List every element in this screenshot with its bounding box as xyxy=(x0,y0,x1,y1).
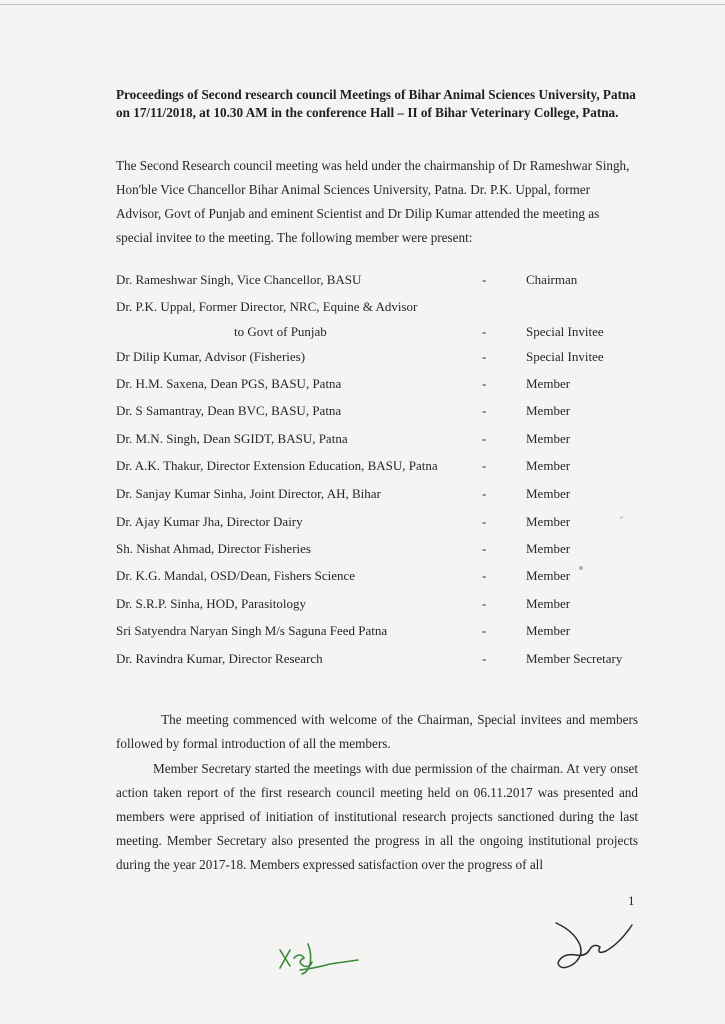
member-dash: - xyxy=(482,623,487,638)
member-name: Dr. S Samantray, Dean BVC, BASU, Patna xyxy=(116,403,342,418)
member-name: Dr. H.M. Saxena, Dean PGS, BASU, Patna xyxy=(116,376,342,391)
member-role: Chairman xyxy=(526,272,578,287)
member-role: Member xyxy=(526,458,571,473)
member-role: Member xyxy=(526,541,571,556)
member-name: Dr. Rameshwar Singh, Vice Chancellor, BASU xyxy=(116,272,362,287)
member-dash: - xyxy=(482,514,487,529)
intro-paragraph: The Second Research council meeting was held under the chairmanship of Dr Rameshwar Singh, Hon'ble Vice Chancellor Bihar Animal Sciences University, Patna. Dr. P.K. Uppal, former Advisor, Govt of Punjab and eminent Scientist and Dr Dilip Kumar attended the meeting as special invitee to the meeting. The following member were present: xyxy=(116,158,630,245)
member-row xyxy=(116,347,636,367)
body-paragraph: The meeting commenced with welcome of the Chairman, Special invitees and members followed by formal introduction of all the members. xyxy=(116,712,638,751)
member-name: Sri Satyendra Naryan Singh M/s Saguna Feed Patna xyxy=(116,623,388,638)
member-row xyxy=(116,594,636,614)
member-row xyxy=(116,539,636,559)
member-row xyxy=(116,297,636,317)
member-dash: - xyxy=(482,541,487,556)
member-name: Dr. Ajay Kumar Jha, Director Dairy xyxy=(116,514,303,529)
member-dash: - xyxy=(482,431,487,446)
member-dash: - xyxy=(482,651,487,666)
member-row xyxy=(116,456,636,476)
initials-signature-left xyxy=(276,940,366,980)
member-dash: - xyxy=(482,349,487,364)
scan-speck xyxy=(620,516,623,519)
page-number: 1 xyxy=(628,893,635,908)
member-dash: - xyxy=(482,324,487,339)
document-heading: Proceedings of Second research council Meetings of Bihar Animal Sciences University, Patna on 17/11/2018, at 10.30 AM in the conference Hall – II of Bihar Veterinary College, Patna. xyxy=(116,87,636,120)
member-role: Member xyxy=(526,596,571,611)
member-name: Dr. P.K. Uppal, Former Director, NRC, Equine & Advisor xyxy=(116,299,418,314)
member-name: Dr. M.N. Singh, Dean SGIDT, BASU, Patna xyxy=(116,431,348,446)
body-paragraph: Member Secretary started the meetings with due permission of the chairman. At very onset action taken report of the first research council meeting held on 06.11.2017 was presented and members were apprised of initiation of institutional research projects sanctioned during the last meeting. Member Secretary also presented the progress in all the ongoing institutional projects during the year 2017-18. Members expressed satisfaction over the progress of all xyxy=(116,761,638,872)
member-name: Dr. Sanjay Kumar Sinha, Joint Director, AH, Bihar xyxy=(116,486,381,501)
member-role: Special Invitee xyxy=(526,324,604,339)
member-row xyxy=(116,649,636,669)
member-role: Member xyxy=(526,514,571,529)
member-role: Member xyxy=(526,403,571,418)
member-row xyxy=(116,512,636,532)
member-name: to Govt of Punjab xyxy=(234,324,327,339)
member-dash: - xyxy=(482,376,487,391)
member-name: Sh. Nishat Ahmad, Director Fisheries xyxy=(116,541,311,556)
member-row xyxy=(116,374,636,394)
member-name: Dr. A.K. Thakur, Director Extension Education, BASU, Patna xyxy=(116,458,438,473)
scan-speck xyxy=(579,566,583,570)
member-row xyxy=(116,429,636,449)
member-role: Special Invitee xyxy=(526,349,604,364)
member-name: Dr. S.R.P. Sinha, HOD, Parasitology xyxy=(116,596,306,611)
member-role: Member Secretary xyxy=(526,651,623,666)
member-row xyxy=(116,322,636,342)
member-row xyxy=(116,566,636,586)
member-dash: - xyxy=(482,403,487,418)
member-row xyxy=(116,401,636,421)
member-name: Dr. Ravindra Kumar, Director Research xyxy=(116,651,323,666)
scan-edge-line xyxy=(0,4,725,5)
member-row xyxy=(116,270,636,290)
member-role: Member xyxy=(526,376,571,391)
member-name: Dr. K.G. Mandal, OSD/Dean, Fishers Science xyxy=(116,568,356,583)
signature-right xyxy=(548,905,638,975)
member-row xyxy=(116,484,636,504)
member-role: Member xyxy=(526,486,571,501)
member-dash: - xyxy=(482,568,487,583)
member-name: Dr Dilip Kumar, Advisor (Fisheries) xyxy=(116,349,306,364)
member-dash: - xyxy=(482,272,487,287)
member-role: Member xyxy=(526,623,571,638)
member-row xyxy=(116,621,636,641)
member-dash: - xyxy=(482,458,487,473)
member-role: Member xyxy=(526,568,571,583)
member-dash: - xyxy=(482,486,487,501)
member-role: Member xyxy=(526,431,571,446)
member-dash: - xyxy=(482,596,487,611)
